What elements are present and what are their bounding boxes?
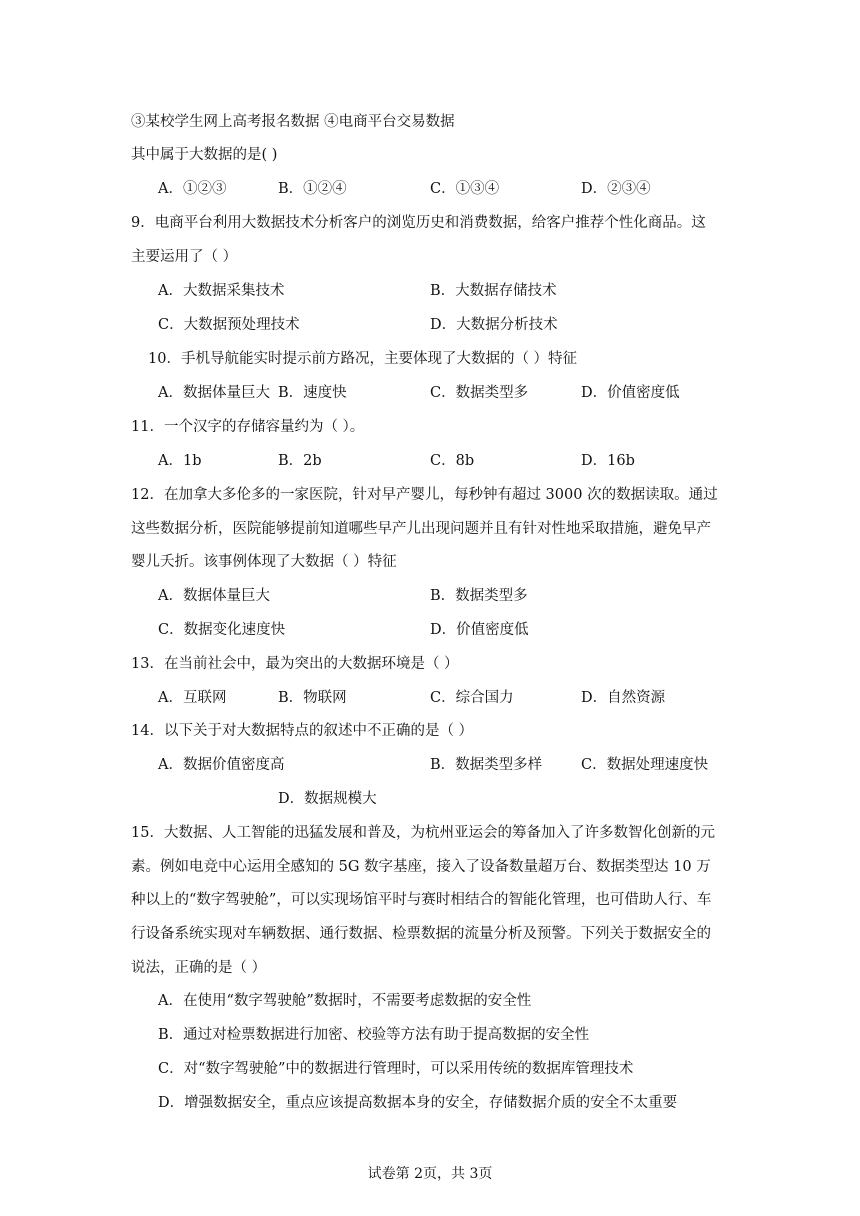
q15-option-a: A．在使用“数字驾驶舱”数据时，不需要考虑数据的安全性 — [158, 993, 532, 1009]
q9-option-c: C．大数据预处理技术 — [158, 317, 300, 333]
q10-option-b: B．速度快 — [278, 385, 347, 401]
q15-option-d: D．增强数据安全，重点应该提高数据本身的安全，存储数据介质的安全不太重要 — [158, 1095, 678, 1111]
q14-option-b: B．数据类型多样 — [430, 757, 543, 773]
q11-option-b: B．2b — [278, 453, 322, 469]
q14-option-d: D．数据规模大 — [278, 791, 377, 807]
q11-option-a: A．1b — [158, 453, 202, 469]
question-15-stem-line3: 种以上的“数字驾驶舱”，可以实现场馆平时与赛时相结合的智能化管理，也可借助人行、车 — [131, 892, 712, 908]
q13-option-d: D．自然资源 — [581, 690, 666, 706]
q8-option-d: D．②③④ — [581, 181, 651, 197]
q11-option-d: D．16b — [581, 453, 635, 469]
q15-option-b: B．通过对检票数据进行加密、校验等方法有助于提高数据的安全性 — [158, 1027, 590, 1043]
q12-option-b: B．数据类型多 — [430, 588, 528, 604]
q9-option-d: D．大数据分析技术 — [430, 317, 558, 333]
question-15-stem-line2: 素。例如电竞中心运用全感知的 5G 数字基座，接入了设备数量超万台、数据类型达 10 万 — [131, 859, 711, 875]
q15-option-c: C．对“数字驾驶舱”中的数据进行管理时，可以采用传统的数据库管理技术 — [158, 1061, 634, 1077]
q10-option-c: C．数据类型多 — [430, 385, 529, 401]
q11-option-c: C．8b — [430, 453, 475, 469]
q8-option-c: C．①③④ — [430, 181, 500, 197]
q12-option-c: C．数据变化速度快 — [158, 622, 286, 638]
q13-option-c: C．综合国力 — [430, 690, 514, 706]
page-footer: 试卷第 2页，共 3页 — [367, 1166, 493, 1182]
question-9-stem-line1: 9．电商平台利用大数据技术分析客户的浏览历史和消费数据，给客户推荐个性化商品。这 — [131, 215, 706, 231]
q13-option-a: A．互联网 — [158, 690, 227, 706]
question-12-stem-line3: 婴儿夭折。该事例体现了大数据（ ）特征 — [131, 554, 397, 570]
q13-option-b: B．物联网 — [278, 690, 347, 706]
q9-option-a: A．大数据采集技术 — [158, 283, 285, 299]
q9-option-b: B．大数据存储技术 — [430, 283, 557, 299]
q10-option-a: A．数据体量巨大 — [158, 385, 270, 401]
q10-option-d: D．价值密度低 — [581, 385, 680, 401]
question-9-stem-line2: 主要运用了（ ） — [131, 249, 238, 265]
q12-option-d: D．价值密度低 — [430, 622, 529, 638]
q8-option-a: A．①②③ — [158, 181, 227, 197]
q12-option-a: A．数据体量巨大 — [158, 588, 270, 604]
question-11-stem: 11．一个汉字的存储容量约为（ ）。 — [131, 419, 365, 435]
question-8-stem: 其中属于大数据的是( ) — [131, 147, 278, 163]
question-15-stem-line4: 行设备系统实现对车辆数据、通行数据、检票数据的流量分析及预警。下列关于数据安全的 — [131, 926, 711, 942]
question-13-stem: 13．在当前社会中，最为突出的大数据环境是（ ） — [131, 656, 459, 672]
question-12-stem-line1: 12．在加拿大多伦多的一家医院，针对早产婴儿，每秒钟有超过 3000 次的数据读取。通过 — [131, 487, 718, 503]
question-14-stem: 14．以下关于对大数据特点的叙述中不正确的是（ ） — [131, 723, 474, 739]
question-15-stem-line1: 15．大数据、人工智能的迅猛发展和普及，为杭州亚运会的筹备加入了许多数智化创新的元 — [131, 825, 715, 841]
q8-option-b: B．①②④ — [278, 181, 347, 197]
q14-option-c: C．数据处理速度快 — [581, 757, 709, 773]
list-item-3-4: ③某校学生网上高考报名数据 ④电商平台交易数据 — [131, 114, 455, 130]
question-10-stem: 10．手机导航能实时提示前方路况，主要体现了大数据的（ ）特征 — [148, 351, 578, 367]
question-12-stem-line2: 这些数据分析，医院能够提前知道哪些早产儿出现问题并且有针对性地采取措施，避免早产 — [131, 521, 711, 537]
question-15-stem-line5: 说法，正确的是（ ） — [131, 960, 267, 976]
q14-option-a: A．数据价值密度高 — [158, 757, 285, 773]
